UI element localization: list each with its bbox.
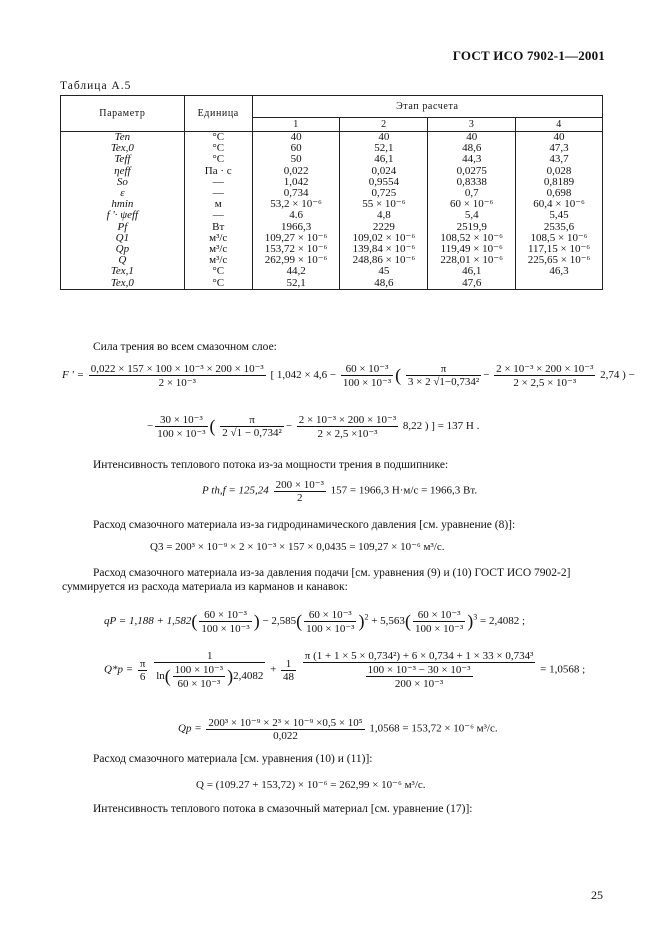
para-total: Расход смазочного материала [см. уравнения (10) и (11)]: [93,753,373,765]
table-row [61,154,603,165]
table-row [61,166,603,177]
qps-ln-den2: 60 × 10⁻³ [177,678,221,690]
unit-cell: — [184,188,252,199]
pth-lhs: P th,f = 125,24 [202,484,269,497]
value-cell: 45 [340,266,428,277]
para-supply: Расход смазочного материала из-за давления подачи [см. уравнения (9) и (10) ГОСТ ИСО 7902-2] суммируется из расхода материала из карманов и канавок: [62,567,571,593]
table-row [61,210,603,221]
formula-qp-small: qP = 1,188 + 1,582( $\frac{\text{60 × 10⁻³}}{\text{100 × 10⁻³}}$ ) − 2,585( $\frac{\text{60 × 10⁻³}}{\text{100 × 10⁻³}}$ )$^2$ + 5,563( $\frac{\text{60 × 10⁻³}}{\text{100 × 10⁻³}}$ )$^3$ = 2,4082 ; [104,609,526,635]
param-cell: Teff [61,154,185,165]
f2-c-num: π [220,414,284,427]
unit-cell: °C [184,143,252,154]
param-cell: Tex,1 [61,266,185,277]
document-header: ГОСТ ИСО 7902-1—2001 [452,48,605,63]
col-header-stage: Этап расчета [252,96,602,118]
value-cell: 1,042 [252,177,340,188]
qp-b-num: 60 × 10⁻³ [304,608,356,622]
f1-a: [ 1,042 × 4,6 − [270,369,337,382]
param-cell: Ten [61,132,185,144]
table-row [61,132,603,144]
unit-cell: °C [184,278,252,290]
value-cell: 46,1 [340,154,428,165]
f1-c-num: π [406,363,481,376]
unit-cell: Вт [184,222,252,233]
unit-cell: °C [184,132,252,144]
stage-4-header: 4 [516,118,603,132]
value-cell: 55 × 10⁻⁶ [340,199,428,210]
formula-q3: Q3 = 200³ × 10⁻⁹ × 2 × 10⁻³ × 157 × 0,0435 = 109,27 × 10⁻⁶ м³/с. [150,541,445,553]
table-row [61,255,603,266]
pth-rhs: 157 = 1966,3 Н·м/с = 1966,3 Вт. [330,484,478,497]
qp-rhs: = 2,4082 ; [480,615,526,628]
stage-3-header: 3 [428,118,516,132]
f2-e: 8,22 ) ] = 137 Н . [402,420,480,433]
table-row [61,177,603,188]
f1-lhs: F ' = [62,369,84,382]
value-cell: 2519,9 [428,222,516,233]
f2-a-num: 30 × 10⁻³ [155,413,207,427]
f1-c-den: 3 × 2 √1−0,734² [407,376,480,388]
qp-b: − 2,585 [262,615,297,628]
param-cell: Q1 [61,233,185,244]
value-cell: 0,8189 [516,177,603,188]
qps-ln: ln [156,670,165,683]
qp-b-fraction [304,608,356,635]
value-cell: 0,8338 [428,177,516,188]
table-row [61,278,603,290]
col-header-unit: Единица [184,96,252,132]
value-cell: 60 × 10⁻⁶ [428,199,516,210]
value-cell: 40 [340,132,428,144]
qpf-fraction [206,716,364,742]
f1-d-num: 2 × 10⁻³ × 200 × 10⁻³ [496,363,594,375]
f2-d-den: 2 × 2,5 ×10⁻³ [317,428,378,440]
qps-big-num: π (1 + 1 × 5 × 0,734²) + 6 × 0,734 + 1 × 33 × 0,734³ [304,650,534,662]
qpf-num: 200³ × 10⁻⁹ × 2³ × 10⁻⁹ ×0,5 × 10⁵ [208,717,363,729]
qps-ln-inner [173,663,225,690]
f1-b-fraction [341,362,393,389]
value-cell: 248,86 × 10⁻⁶ [340,255,428,266]
value-cell: 44,3 [428,154,516,165]
qps-inner-fraction [366,663,473,690]
qps-48-one: 1 [281,658,296,671]
f1-den: 2 × 10⁻³ [158,377,196,389]
param-cell: Qp [61,244,185,255]
value-cell: 47,3 [516,143,603,154]
table-row [61,266,603,277]
f2-a-fraction [155,413,207,440]
f2-d-num: 2 × 10⁻³ × 200 × 10⁻³ [298,414,397,426]
value-cell: 46,1 [428,266,516,277]
table-caption: Таблица А.5 [60,80,132,92]
qp-c: + 5,563 [371,615,405,628]
qps-lhs: Q*p = [104,663,134,676]
qps-big-fraction [303,650,536,690]
value-cell: 48,6 [340,278,428,290]
f2-a-den: 100 × 10⁻³ [157,428,206,440]
value-cell: 1966,3 [252,222,340,233]
value-cell: 0,9554 [340,177,428,188]
value-cell: 117,15 × 10⁻⁶ [516,244,603,255]
unit-cell: м³/с [184,255,252,266]
table-row [61,222,603,233]
qp-a-den: 100 × 10⁻³ [201,623,250,635]
formula-heat-friction [202,478,477,504]
para-friction: Сила трения во всем смазочном слое: [93,341,277,353]
value-cell: 109,27 × 10⁻⁶ [252,233,340,244]
f1-e: 2,74 ) − [600,369,635,382]
table-row [61,244,603,255]
unit-cell: °C [184,266,252,277]
value-cell: 0,734 [252,188,340,199]
qps-2408: 2,4082 [233,670,264,683]
param-cell: Tex,0 [61,278,185,290]
stage-1-header: 1 [252,118,340,132]
col-header-param: Параметр [61,96,185,132]
value-cell: 46,3 [516,266,603,277]
value-cell: 48,6 [428,143,516,154]
qps-pi: π [139,657,146,670]
value-cell: 52,1 [340,143,428,154]
formula-qp-final [178,716,498,742]
f2-d-fraction [297,413,398,440]
table-row [61,233,603,244]
param-cell: Tex,0 [61,143,185,154]
unit-cell: м³/с [184,233,252,244]
qp-lhs: qP = 1,188 + 1,582 [104,615,192,628]
value-cell: 40 [516,132,603,144]
value-cell: 262,99 × 10⁻⁶ [252,255,340,266]
f1-c-fraction [406,363,481,388]
value-cell: 4,8 [340,210,428,221]
qp-c-fraction [413,608,465,635]
formula-friction-2: − $\frac{\text{30 × 10⁻³}}{\text{100 × 10⁻³}}$ ( $\frac{\pi}{\text{2 √1 − 0,734²}}$ − $\frac{\text{2 × 10⁻³ × 200 × 10⁻³}}{\text{2 × 2,5 ×10⁻³}}$ 8,22 ) ] = 137 Н . [147,414,480,440]
value-cell: 40 [428,132,516,144]
value-cell: 4.6 [252,210,340,221]
unit-cell: Па · с [184,166,252,177]
f1-d-fraction [494,362,595,389]
param-cell: So [61,177,185,188]
table-row [61,188,603,199]
param-cell: hmin [61,199,185,210]
value-cell: 40 [252,132,340,144]
value-cell: 2535,6 [516,222,603,233]
qps-ln-den: ln( $\frac{\text{100 × 10⁻³}}{\text{60 × 10⁻³}}$ )2,4082 [156,664,264,690]
value-cell: 44,2 [252,266,340,277]
value-cell: 0,024 [340,166,428,177]
qps-rhs: = 1,0568 ; [540,663,586,676]
unit-cell: м [184,199,252,210]
unit-cell: — [184,177,252,188]
value-cell: 0,698 [516,188,603,199]
qps-inner-num: 100 × 10⁻³ − 30 × 10⁻³ [367,664,471,676]
pth-num: 200 × 10⁻³ [275,479,324,491]
f2-c-den: 2 √1 − 0,734² [222,427,282,439]
value-cell: 60,4 × 10⁻⁶ [516,199,603,210]
param-cell: f '· ψeff [61,210,185,221]
qps-six: 6 [139,670,146,683]
value-cell: 139,84 × 10⁻⁶ [340,244,428,255]
formula-qp-star: Q*p = $\frac{\pi}{6}$ 1 ln( $\frac{\text{100 × 10⁻³}}{\text{60 × 10⁻³}}$ )2,4082 + $\frac{1}{48}$ $\frac{\text{π (1 + 1 × 5 × 0,734²) + 6 × 0,734 + 1 × 33 × 0,734³}}{\frac{\text{100 × 10⁻³ − 30 × 10⁻³}}{\text{200 × 10⁻³}}}$ = 1,0568 ; [104,650,586,690]
qps-one: 1 [154,650,265,663]
qps-inner-den: 200 × 10⁻³ [394,678,444,690]
value-cell: 0,022 [252,166,340,177]
value-cell: 108,5 × 10⁻⁶ [516,233,603,244]
formula-qsum: Q = (109.27 + 153,72) × 10⁻⁶ = 262,99 × 10⁻⁶ м³/с. [196,779,426,791]
qps-ln-fraction [154,650,265,690]
qps-big-den [303,663,536,690]
value-cell: 119,49 × 10⁻⁶ [428,244,516,255]
value-cell: 108,52 × 10⁻⁶ [428,233,516,244]
qps-48-fraction [281,658,296,683]
f1-d-den: 2 × 2,5 × 10⁻³ [513,377,577,389]
qp-b-den: 100 × 10⁻³ [306,623,355,635]
page-number: 25 [591,888,603,902]
qpf-lhs: Qp = [178,722,202,735]
qps-pi-fraction [138,658,148,683]
qp-c-num: 60 × 10⁻³ [413,608,465,622]
f2-c-fraction [220,414,284,439]
pth-fraction [274,478,326,504]
para-heat-friction: Интенсивность теплового потока из-за мощности трения в подшипнике: [93,459,449,471]
para-hydro: Расход смазочного материала из-за гидродинамического давления [см. уравнение (8)]: [93,519,516,531]
para-heat-lub: Интенсивность теплового потока в смазочный материал [см. уравнение (17)]: [93,803,473,815]
value-cell: 225,65 × 10⁻⁶ [516,255,603,266]
value-cell: 5,4 [428,210,516,221]
value-cell: 52,1 [252,278,340,290]
formula-friction-1: F ' = $\frac{\text{0,022 × 157 × 100 × 10⁻³ × 200 × 10⁻³}}{\text{2 × 10⁻³}}$ [ 1,042 × 4,6 − $\frac{\text{60 × 10⁻³}}{\text{100 × 10⁻³}}$ ( $\frac{\pi}{\text{3 × 2 √1−0,734²}}$ − $\frac{\text{2 × 10⁻³ × 200 × 10⁻³}}{\text{2 × 2,5 × 10⁻³}}$ 2,74 ) − [62,363,635,389]
f1-b-den: 100 × 10⁻³ [342,377,392,389]
value-cell [516,278,603,290]
f1-main-fraction [89,362,266,389]
unit-cell: °C [184,154,252,165]
param-cell: ηeff [61,166,185,177]
calculation-table [60,95,603,290]
qps-ln-num: 100 × 10⁻³ [174,664,224,676]
param-cell: Pf [61,222,185,233]
value-cell: 0,7 [428,188,516,199]
value-cell: 60 [252,143,340,154]
value-cell: 0,028 [516,166,603,177]
f1-b-num: 60 × 10⁻³ [341,362,393,376]
value-cell: 109,02 × 10⁻⁶ [340,233,428,244]
qps-48: 48 [283,670,295,683]
table-row [61,199,603,210]
value-cell: 53,2 × 10⁻⁶ [252,199,340,210]
value-cell: 2229 [340,222,428,233]
value-cell: 153,72 × 10⁻⁶ [252,244,340,255]
value-cell: 0,0275 [428,166,516,177]
param-cell: Q [61,255,185,266]
value-cell: 50 [252,154,340,165]
value-cell: 47,6 [428,278,516,290]
value-cell: 228,01 × 10⁻⁶ [428,255,516,266]
qp-a-num: 60 × 10⁻³ [199,608,251,622]
value-cell: 43,7 [516,154,603,165]
param-cell: ε [61,188,185,199]
unit-cell: м³/с [184,244,252,255]
qpf-den: 0,022 [273,730,298,742]
f1-num: 0,022 × 157 × 100 × 10⁻³ × 200 × 10⁻³ [90,363,264,375]
value-cell: 0,725 [340,188,428,199]
unit-cell: — [184,210,252,221]
value-cell: 5,45 [516,210,603,221]
table-row [61,143,603,154]
pth-den: 2 [296,492,303,504]
qpf-rhs: 1,0568 = 153,72 × 10⁻⁶ м³/с. [369,722,498,735]
qp-a-fraction [199,608,251,635]
qp-c-den: 100 × 10⁻³ [414,623,464,635]
stage-2-header: 2 [340,118,428,132]
